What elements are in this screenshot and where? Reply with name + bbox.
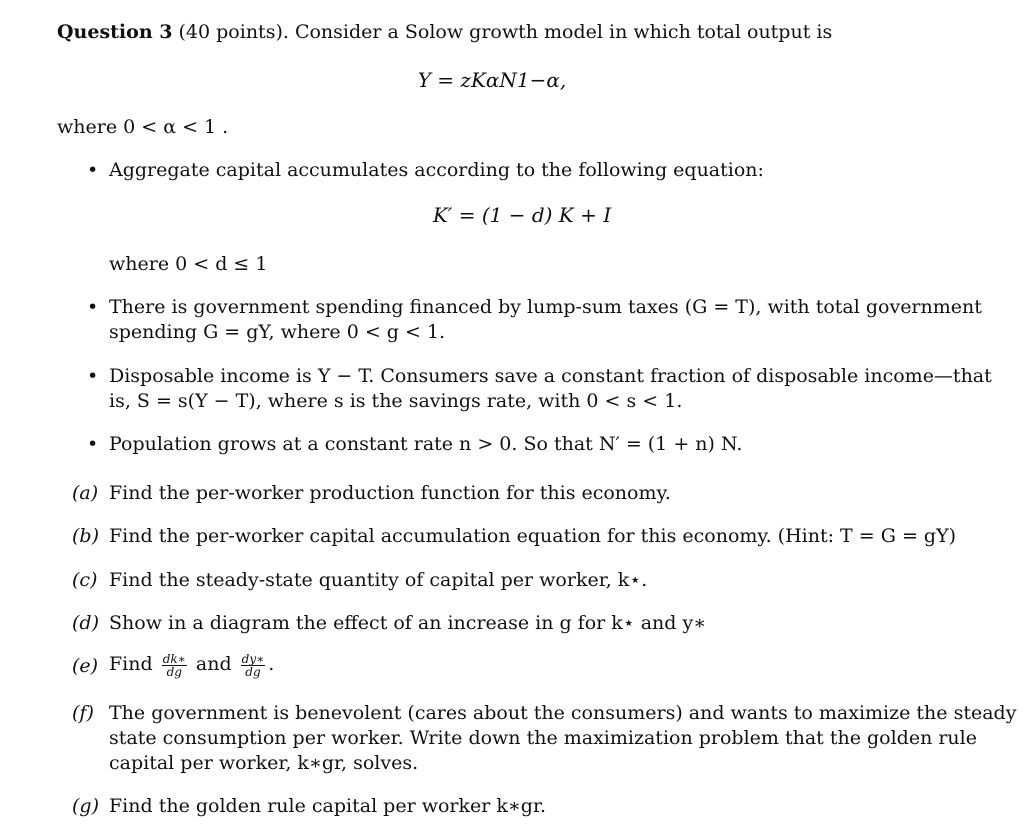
bullet-dot: •: [87, 296, 99, 318]
part-g-label: (g): [72, 795, 99, 817]
part-d-label: (d): [72, 612, 99, 634]
part-b-text: Find the per-worker capital accumulation equation for this economy. (Hint: T = G = gY): [109, 525, 957, 547]
bullet-government-line2: spending G = gY, where 0 < g < 1.: [109, 321, 446, 343]
capital-equation: K′ = (1 − d) K + I: [432, 203, 612, 227]
question-intro: Consider a Solow growth model in which total output is: [294, 21, 833, 43]
fraction-denominator: dg: [245, 664, 261, 679]
part-f-line2: state consumption per worker. Write down the maximization problem that the golden rule: [109, 727, 977, 749]
bullet-government-line1: There is government spending financed by lump-sum taxes (G = T), with total government: [109, 296, 982, 318]
bullet-capital-text: Aggregate capital accumulates according to the following equation:: [109, 159, 764, 181]
depreciation-condition: where 0 < d ≤ 1: [109, 253, 268, 275]
fraction-dy-dg: [241, 653, 266, 678]
bullet-dot: •: [87, 365, 99, 387]
question-title: Question 3: [57, 21, 173, 43]
part-b-label: (b): [72, 525, 99, 547]
part-e-label: (e): [72, 655, 99, 677]
part-e-period: .: [268, 653, 275, 675]
part-e-and: and: [195, 653, 232, 675]
part-d-text: Show in a diagram the effect of an increase in g for k⋆ and y∗: [109, 612, 707, 634]
question-header: [57, 20, 832, 44]
part-f-label: (f): [72, 702, 94, 724]
part-e-find: Find: [109, 653, 153, 675]
part-e-text: [109, 652, 274, 678]
bullet-population-text: Population grows at a constant rate n > 0. So that N′ = (1 + n) N.: [109, 433, 743, 455]
fraction-dk-dg: [162, 653, 187, 678]
part-c-label: (c): [72, 569, 98, 591]
bullet-income-line1: Disposable income is Y − T. Consumers save a constant fraction of disposable income—that: [109, 365, 992, 387]
question-points: (40 points).: [178, 21, 289, 43]
part-g-text: Find the golden rule capital per worker k∗gr.: [109, 795, 546, 817]
fraction-numerator: dy∗: [241, 651, 265, 666]
part-f-line3: capital per worker, k∗gr, solves.: [109, 752, 419, 774]
fraction-denominator: dg: [166, 664, 182, 679]
fraction-numerator: dk∗: [162, 651, 186, 666]
alpha-condition: where 0 < α < 1 .: [57, 116, 229, 138]
bullet-dot: •: [87, 433, 99, 455]
bullet-income-line2: is, S = s(Y − T), where s is the savings rate, with 0 < s < 1.: [109, 390, 683, 412]
part-f-line1: The government is benevolent (cares about the consumers) and wants to maximize the steady: [109, 702, 1017, 724]
output-equation: Y = zKαN1−α,: [417, 68, 567, 92]
part-a-label: (a): [72, 482, 99, 504]
bullet-dot: •: [87, 159, 99, 181]
part-a-text: Find the per-worker production function for this economy.: [109, 482, 671, 504]
part-c-text: Find the steady-state quantity of capital per worker, k⋆.: [109, 569, 648, 591]
